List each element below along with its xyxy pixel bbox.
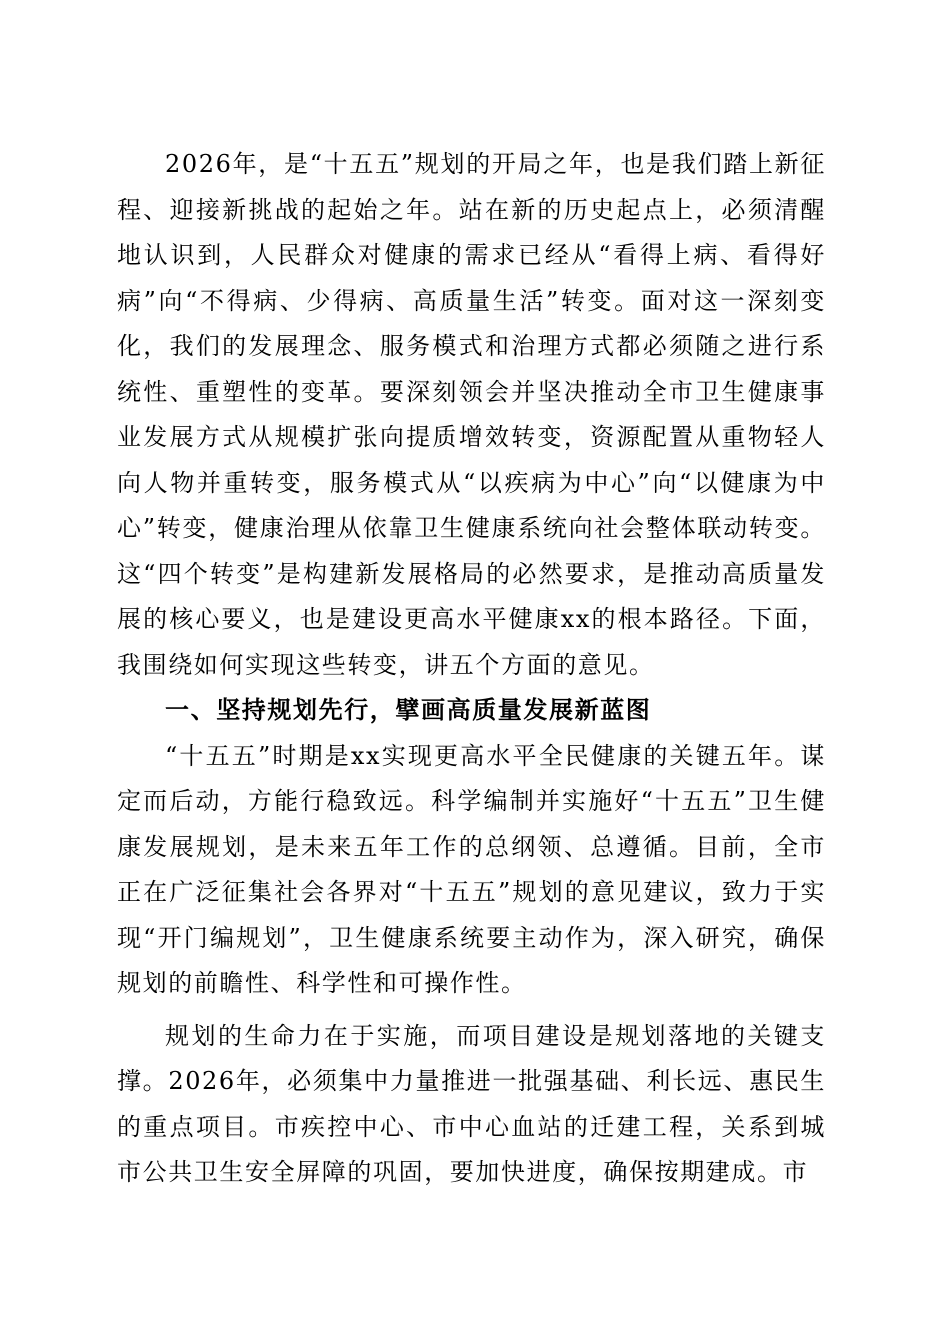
paragraph-planning: “十五五”时期是xx实现更高水平全民健康的关键五年。谋定而后动，方能行稳致远。科学编制并实施好“十五五”卫生健康发展规划，是未来五年工作的总纲领、总遵循。目前，全市正在广泛征集社会各界对“十五五”规划的意见建议，致力于实现“开门编规划”，卫生健康系统要主动作为，深入研究，确保规划的前瞻性、科学性和可操作性。	[117, 741, 826, 997]
document-body	[117, 142, 826, 1196]
section-heading-1: 一、坚持规划先行，擘画高质量发展新蓝图	[165, 696, 652, 724]
paragraph-intro: 2026年，是“十五五”规划的开局之年，也是我们踏上新征程、迎接新挑战的起始之年。站在新的历史起点上，必须清醒地认识到，人民群众对健康的需求已经从“看得上病、看得好病”向“不得病、少得病、高质量生活”转变。面对这一深刻变化，我们的发展理念、服务模式和治理方式都必须随之进行系统性、重塑性的变革。要深刻领会并坚决推动全市卫生健康事业发展方式从规模扩张向提质增效转变，资源配置从重物轻人向人物并重转变，服务模式从“以疾病为中心”向“以健康为中心”转变，健康治理从依靠卫生健康系统向社会整体联动转变。这“四个转变”是构建新发展格局的必然要求，是推动高质量发展的核心要义，也是建设更高水平健康xx的根本路径。下面，我围绕如何实现这些转变，讲五个方面的意见。	[117, 150, 826, 679]
paragraph-projects: 规划的生命力在于实施，而项目建设是规划落地的关键支撑。2026年，必须集中力量推进一批强基础、利长远、惠民生的重点项目。市疾控中心、市中心血站的迁建工程，关系到城市公共卫生安全屏障的巩固，要加快进度，确保按期建成。市	[117, 1021, 826, 1186]
